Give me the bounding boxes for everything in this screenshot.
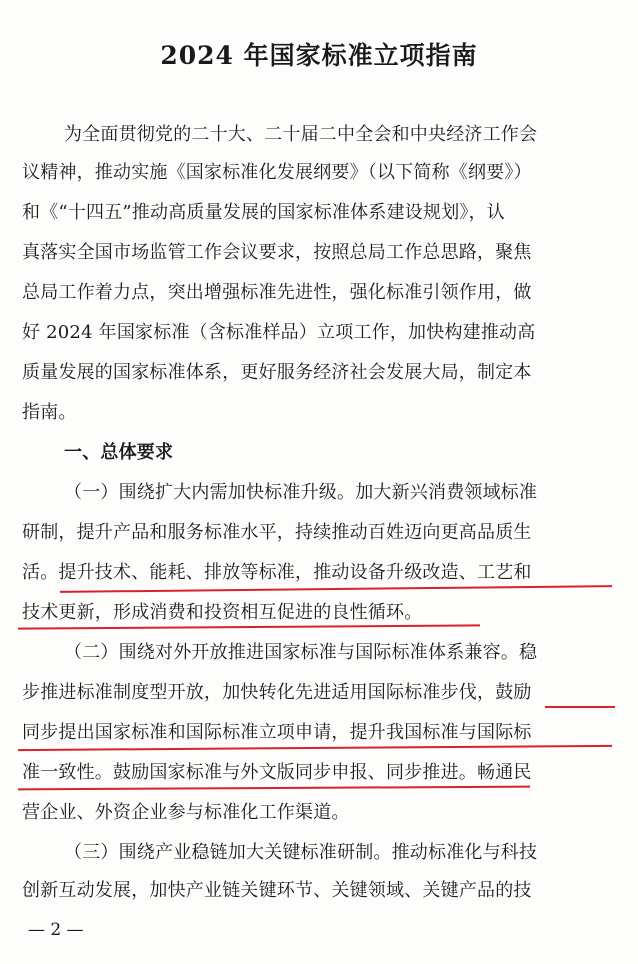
section-heading: 一、总体要求 xyxy=(64,442,174,463)
red-underline xyxy=(18,786,530,791)
body-line: 议精神，推动实施《国家标准化发展纲要》（以下简称《纲要》） xyxy=(22,162,532,183)
body-line: 总局工作着力点，突出增强标准先进性，强化标准引领作用，做 xyxy=(22,282,532,303)
body-line: 指南。 xyxy=(22,402,77,423)
body-line: 技术更新，形成消费和投资相互促进的良性循环。 xyxy=(22,602,423,623)
body-line: 好 2024 年国家标准（含标准样品）立项工作，加快构建推动高 xyxy=(22,322,536,343)
body-line: （三）围绕产业稳链加大关键标准研制。推动标准化与科技 xyxy=(64,842,538,863)
body-line: 营企业、外资企业参与标准化工作渠道。 xyxy=(22,802,350,823)
body-line: （二）围绕对外开放推进国家标准与国际标准体系兼容。稳 xyxy=(64,642,538,663)
body-line: 步推进标准制度型开放，加快转化先进适用国际标准步伐，鼓励 xyxy=(22,682,532,703)
red-underline xyxy=(60,585,612,593)
body-line: 准一致性。鼓励国家标准与外文版同步申报、同步推进。畅通民 xyxy=(22,762,532,783)
page-number: — 2 — xyxy=(28,920,84,940)
body-line: 创新互动发展，加快产业链关键环节、关键领域、关键产品的技 xyxy=(22,880,532,901)
body-line: 和《“十四五”推动高质量发展的国家标准体系建设规划》，认 xyxy=(22,202,506,223)
red-underline xyxy=(545,706,615,708)
document-title: 2024 年国家标准立项指南 xyxy=(160,41,478,70)
body-line: 同步提出国家标准和国际标准立项申请，提升我国标准与国际标 xyxy=(22,722,532,743)
body-line: 真落实全国市场监管工作会议要求，按照总局工作总思路，聚焦 xyxy=(22,242,532,263)
body-line: 质量发展的国家标准体系，更好服务经济社会发展大局，制定本 xyxy=(22,362,532,383)
body-line: 活。提升技术、能耗、排放等标准，推动设备升级改造、工艺和 xyxy=(22,562,532,583)
body-line: （一）围绕扩大内需加快标准升级。加大新兴消费领域标准 xyxy=(64,482,538,503)
body-line: 研制，提升产品和服务标准水平，持续推动百姓迈向更高品质生 xyxy=(22,522,532,543)
body-line: 为全面贯彻党的二十大、二十届二中全会和中央经济工作会 xyxy=(64,124,538,145)
